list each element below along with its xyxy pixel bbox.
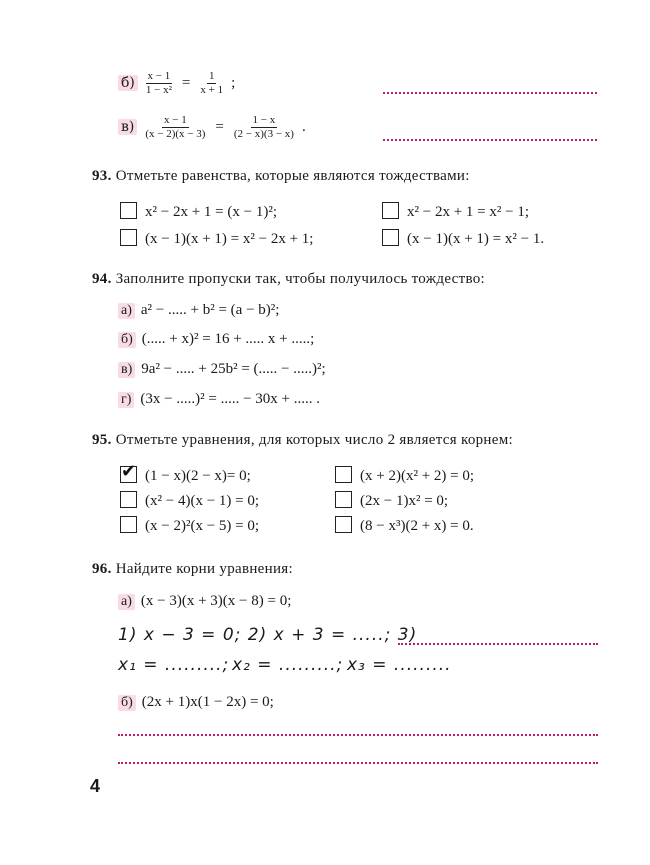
fraction-left (144, 70, 174, 97)
checkbox[interactable] (382, 202, 399, 219)
item-label: в) (118, 119, 137, 135)
fill-item[interactable] (118, 391, 320, 408)
task-text: Отметьте уравнения, для которых число 2 является корнем: (115, 432, 513, 448)
fraction-right (198, 70, 225, 97)
answer-line[interactable] (383, 92, 597, 94)
checkbox-option[interactable] (335, 466, 474, 485)
checkbox[interactable] (120, 516, 137, 533)
item-expression: (x − 3)(x + 3)(x − 8) = 0; (140, 593, 292, 609)
checkbox-option[interactable] (120, 202, 277, 221)
checkbox-option[interactable] (335, 491, 448, 510)
checkbox-option-checked[interactable] (120, 461, 251, 485)
item-expression: (..... + x)² = 16 + ..... x + .....; (141, 331, 315, 347)
checkbox-option[interactable] (382, 202, 529, 221)
denominator: (2 − x)(3 − x) (233, 127, 294, 140)
task-number: 94. (92, 271, 112, 287)
fill-item[interactable] (118, 302, 279, 319)
item-label: б) (118, 332, 136, 348)
item-label: б) (118, 75, 138, 91)
denominator: (x − 2)(x − 3) (145, 127, 206, 140)
item-expression: 9a² − ..... + 25b² = (..... − .....)²; (141, 361, 326, 377)
checkbox[interactable] (120, 202, 137, 219)
numerator: 1 − x (252, 113, 276, 126)
answer-line[interactable] (118, 734, 598, 736)
fraction-right (232, 114, 296, 141)
punctuation: ; (231, 74, 236, 91)
task-number: 95. (92, 432, 112, 448)
item-label: а) (118, 594, 135, 610)
item-label: в) (118, 362, 135, 378)
numerator: 1 (208, 69, 215, 82)
root-x3[interactable] (347, 655, 452, 675)
equation-row-v (118, 110, 306, 144)
equation-a (118, 593, 291, 610)
item-expression: a² − ..... + b² = (a − b)²; (140, 302, 280, 318)
root-text: x₁ = .........; (118, 655, 230, 675)
item-expression: (2x + 1)x(1 − 2x) = 0; (141, 694, 274, 710)
checkbox[interactable] (120, 461, 137, 483)
handwritten-solution-line (118, 625, 417, 645)
item-label: б) (118, 695, 136, 711)
punctuation: . (301, 118, 306, 135)
fraction-left (143, 114, 207, 141)
root-x2[interactable] (232, 655, 343, 675)
page-number: 4 (90, 776, 101, 796)
checkbox-option[interactable] (120, 491, 259, 510)
option-text: (x − 2)²(x − 5) = 0; (145, 518, 260, 534)
task-text: Заполните пропуски так, чтобы получилось тождество: (115, 271, 486, 287)
checkbox[interactable] (335, 466, 352, 483)
equals-sign: = (215, 118, 224, 135)
checkbox[interactable] (382, 229, 399, 246)
checkbox-option[interactable] (335, 516, 474, 535)
task-94-heading (92, 271, 485, 288)
task-number: 93. (92, 168, 112, 184)
fill-item[interactable] (118, 361, 326, 378)
task-95-heading (92, 432, 513, 449)
option-text: (1 − x)(2 − x)= 0; (145, 468, 251, 484)
fill-item[interactable] (118, 331, 314, 348)
checkbox[interactable] (120, 229, 137, 246)
checkbox-option[interactable] (120, 229, 313, 248)
option-text: (8 − x³)(2 + x) = 0. (360, 518, 474, 534)
checkbox[interactable] (335, 491, 352, 508)
checkbox-option[interactable] (120, 516, 259, 535)
task-text: Найдите корни уравнения: (115, 561, 293, 577)
option-text: (2x − 1)x² = 0; (360, 493, 449, 509)
equals-sign: = (181, 74, 191, 91)
option-text: x² − 2x + 1 = x² − 1; (407, 204, 529, 220)
option-text: (x − 1)(x + 1) = x² − 1. (407, 231, 545, 247)
checkbox-option[interactable] (382, 229, 544, 248)
task-text: Отметьте равенства, которые являются тождествами: (115, 168, 470, 184)
check-mark-icon: ✔ (121, 461, 137, 482)
handwritten-text: 1) x − 3 = 0; 2) x + 3 = .....; 3) (118, 625, 418, 645)
denominator: x + 1 (200, 83, 224, 96)
option-text: (x² − 4)(x − 1) = 0; (145, 493, 260, 509)
item-expression: (3x − .....)² = ..... − 30x + ..... . (140, 391, 320, 407)
task-number: 96. (92, 561, 112, 577)
equation-row-b (118, 66, 235, 100)
denominator: 1 − x² (145, 83, 172, 96)
checkbox[interactable] (335, 516, 352, 533)
option-text: x² − 2x + 1 = (x − 1)²; (145, 204, 277, 220)
numerator: x − 1 (147, 69, 171, 82)
item-label: а) (118, 303, 135, 319)
equation-b (118, 694, 274, 711)
item-label: г) (118, 392, 134, 408)
root-text: x₃ = ......... (347, 655, 452, 675)
task-93-heading (92, 168, 470, 185)
root-x1[interactable] (118, 655, 229, 675)
root-text: x₂ = .........; (232, 655, 344, 675)
answer-line[interactable] (118, 762, 598, 764)
option-text: (x − 1)(x + 1) = x² − 2x + 1; (145, 231, 314, 247)
numerator: x − 1 (164, 113, 187, 126)
answer-line[interactable] (383, 139, 597, 141)
option-text: (x + 2)(x² + 2) = 0; (360, 468, 475, 484)
task-96-heading (92, 561, 293, 578)
checkbox[interactable] (120, 491, 137, 508)
answer-line[interactable] (398, 643, 598, 645)
